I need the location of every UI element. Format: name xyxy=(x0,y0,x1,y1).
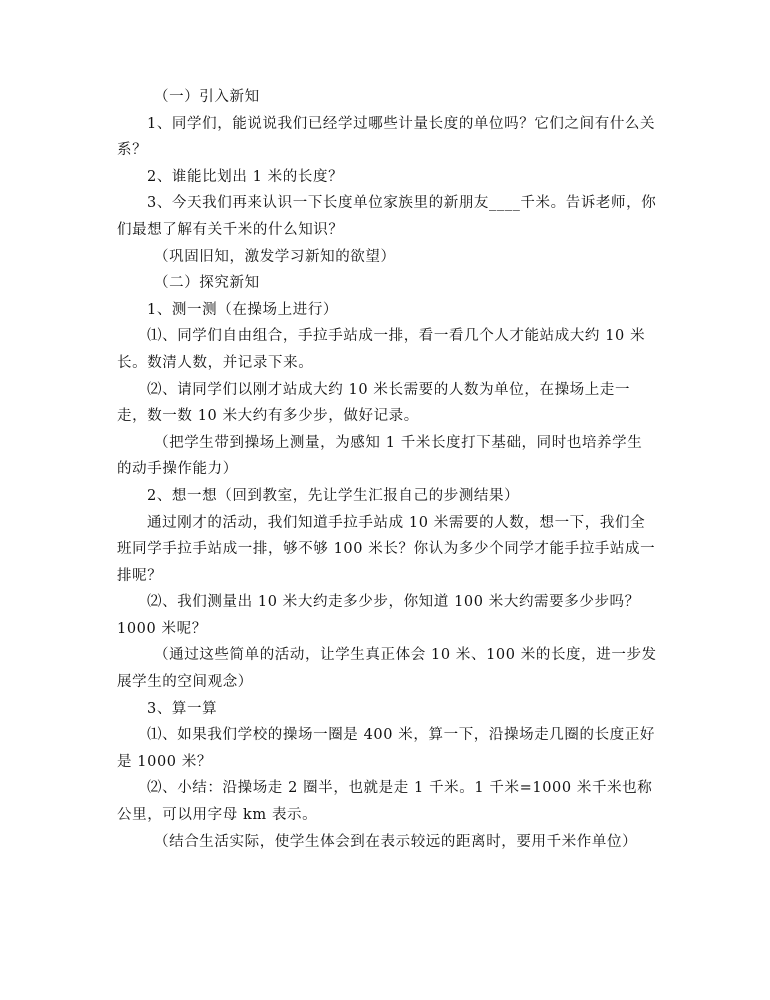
section-heading-intro: （一）引入新知 xyxy=(154,89,260,105)
subheading-measure: 1、测一测（在操场上进行） xyxy=(147,301,339,318)
paragraph-note-review: （巩固旧知，激发学习新知的欲望） xyxy=(154,248,396,265)
paragraph-note-measure: （把学生带到操场上测量，为感知 1 千米长度打下基础，同时也培养学生的动手操作能力） xyxy=(117,434,643,478)
document-body xyxy=(117,84,657,855)
paragraph-measure-step-1: ⑴、同学们自由组合，手拉手站成一排，看一看几个人才能站成大约 10 米长。数清人数，并记录下来。 xyxy=(117,328,646,371)
section-heading-explore: （二）探究新知 xyxy=(154,275,260,292)
subheading-calculate: 3、算一算 xyxy=(147,700,218,717)
paragraph-calculate-2: ⑵、小结：沿操场走 2 圈半，也就是走 1 千米。1 千米=1000 米千米也称公里，可以用字母 km 表示。 xyxy=(117,780,653,824)
paragraph-question-1: 1、同学们，能说说我们已经学过哪些计量长度的单位吗？它们之间有什么关系？ xyxy=(117,115,656,159)
paragraph-note-calculate: （结合生活实际，使学生体会到在表示较远的距离时，要用千米作单位） xyxy=(154,833,638,850)
paragraph-question-2: 2、谁能比划出 1 米的长度？ xyxy=(147,168,344,185)
paragraph-think-1: 通过刚才的活动，我们知道手拉手站成 10 米需要的人数，想一下，我们全班同学手拉手站成一排，够不够 100 米长？你认为多少个同学才能手拉手站成一排呢？ xyxy=(117,514,656,584)
paragraph-calculate-1: ⑴、如果我们学校的操场一圈是 400 米，算一下，沿操场走几圈的长度正好是 1000 米？ xyxy=(117,727,655,770)
paragraph-note-think: （通过这些简单的活动，让学生真正体会 10 米、100 米的长度，进一步发展学生的空间观念） xyxy=(117,647,657,691)
paragraph-measure-step-2: ⑵、请同学们以刚才站成大约 10 米长需要的人数为单位，在操场上走一走，数一数 10 米大约有多少步，做好记录。 xyxy=(117,381,631,425)
paragraph-think-2: ⑵、我们测量出 10 米大约走多少步，你知道 100 米大约需要多少步吗？1000 米呢？ xyxy=(117,594,640,637)
paragraph-question-3: 3、今天我们再来认识一下长度单位家族里的新朋友____千米。告诉老师，你们最想了解有关千米的什么知识？ xyxy=(117,195,657,238)
subheading-think: 2、想一想（回到教室，先让学生汇报自己的步测结果） xyxy=(147,487,520,504)
